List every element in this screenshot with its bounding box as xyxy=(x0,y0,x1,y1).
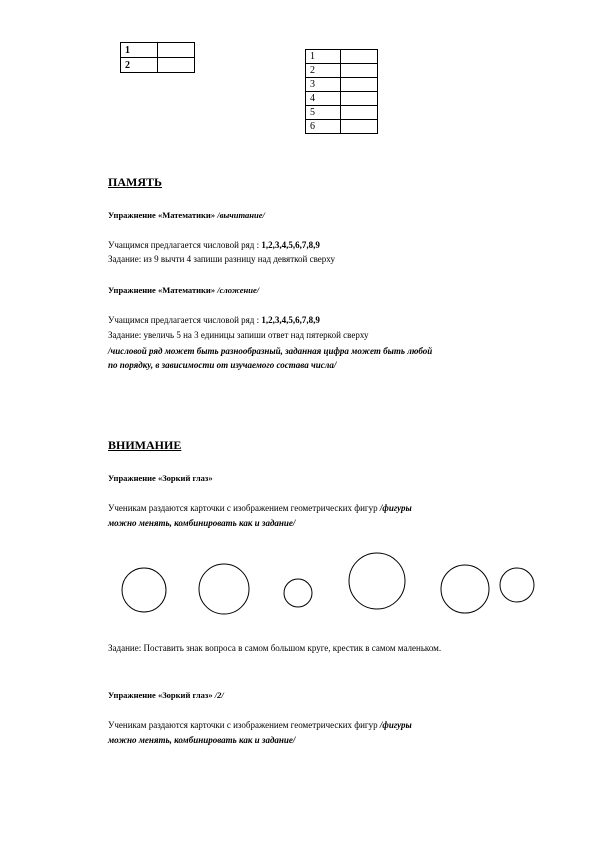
table-cell: 1 xyxy=(121,43,158,58)
attention-task: Задание: Поставить знак вопроса в самом большом круге, крестик в самом маленьком. xyxy=(108,643,442,653)
circle-shape xyxy=(500,568,534,602)
table-row xyxy=(306,64,378,78)
line-italic: /фигуры xyxy=(379,720,412,730)
table-cell xyxy=(341,50,378,64)
circle-shape xyxy=(284,579,312,607)
table-row xyxy=(121,58,195,73)
circle-shape xyxy=(441,565,489,613)
circle-shape xyxy=(122,568,166,612)
exercise-mode: /2/ xyxy=(214,690,224,700)
exercise-title: Упражнение «Математики» xyxy=(108,210,216,220)
table-cell xyxy=(341,106,378,120)
table-row xyxy=(306,92,378,106)
small-table xyxy=(120,42,195,73)
table-cell xyxy=(341,92,378,106)
line-text: Учащимся предлагается числовой ряд : xyxy=(108,240,260,250)
memory-exercise-1-line-1 xyxy=(108,240,320,250)
memory-exercise-2-title xyxy=(108,285,259,295)
exercise-title: Упражнение «Математики» xyxy=(108,285,216,295)
exercise-mode: /вычитание/ xyxy=(217,210,265,220)
table-cell: 1 xyxy=(306,50,341,64)
line-text: Ученикам раздаются карточки с изображением геометрических фигур xyxy=(108,503,378,513)
memory-exercise-2-line-1 xyxy=(108,315,320,325)
memory-exercise-1-line-2: Задание: из 9 вычти 4 запиши разницу над девяткой сверху xyxy=(108,254,335,264)
attention-exercise-2-line-2: можно менять, комбинировать как и задание/ xyxy=(108,735,296,745)
exercise-title: Упражнение «Зоркий глаз» xyxy=(108,473,213,483)
attention-exercise-1-line-2: можно менять, комбинировать как и задание/ xyxy=(108,518,296,528)
line-text: Учащимся предлагается числовой ряд : xyxy=(108,315,260,325)
circle-shape xyxy=(199,564,249,614)
table-cell xyxy=(158,58,195,73)
attention-exercise-1-title xyxy=(108,473,213,483)
line-text: Ученикам раздаются карточки с изображением геометрических фигур xyxy=(108,720,378,730)
line-italic: /фигуры xyxy=(379,503,412,513)
table-cell xyxy=(341,64,378,78)
table-cell xyxy=(341,78,378,92)
table-row xyxy=(306,120,378,134)
attention-heading: ВНИМАНИЕ xyxy=(108,438,182,452)
memory-exercise-2-line-2: Задание: увеличь 5 на 3 единицы запиши ответ над пятеркой сверху xyxy=(108,330,369,340)
exercise-mode: /сложение/ xyxy=(217,285,260,295)
table-row xyxy=(306,78,378,92)
table-cell: 5 xyxy=(306,106,341,120)
circle-shape xyxy=(349,553,405,609)
attention-exercise-2-title xyxy=(108,690,224,700)
exercise-title: Упражнение «Зоркий глаз» xyxy=(108,690,213,700)
table-row xyxy=(121,43,195,58)
table-row xyxy=(306,106,378,120)
attention-exercise-2-line-1 xyxy=(108,720,412,730)
circles-figure xyxy=(0,545,595,625)
table-cell: 2 xyxy=(121,58,158,73)
memory-note-line-1: /числовой ряд может быть разнообразный, заданная цифра может быть любой xyxy=(108,346,433,356)
table-cell xyxy=(158,43,195,58)
number-sequence: 1,2,3,4,5,6,7,8,9 xyxy=(261,315,320,325)
table-row xyxy=(306,50,378,64)
table-cell xyxy=(341,120,378,134)
memory-heading: ПАМЯТЬ xyxy=(108,175,162,189)
table-cell: 4 xyxy=(306,92,341,106)
memory-exercise-1-title xyxy=(108,210,265,220)
table-cell: 3 xyxy=(306,78,341,92)
list-table xyxy=(305,49,378,134)
table-cell: 6 xyxy=(306,120,341,134)
number-sequence: 1,2,3,4,5,6,7,8,9 xyxy=(261,240,320,250)
memory-note-line-2: по порядку, в зависимости от изучаемого состава числа/ xyxy=(108,360,337,370)
table-cell: 2 xyxy=(306,64,341,78)
attention-exercise-1-line-1 xyxy=(108,503,412,513)
